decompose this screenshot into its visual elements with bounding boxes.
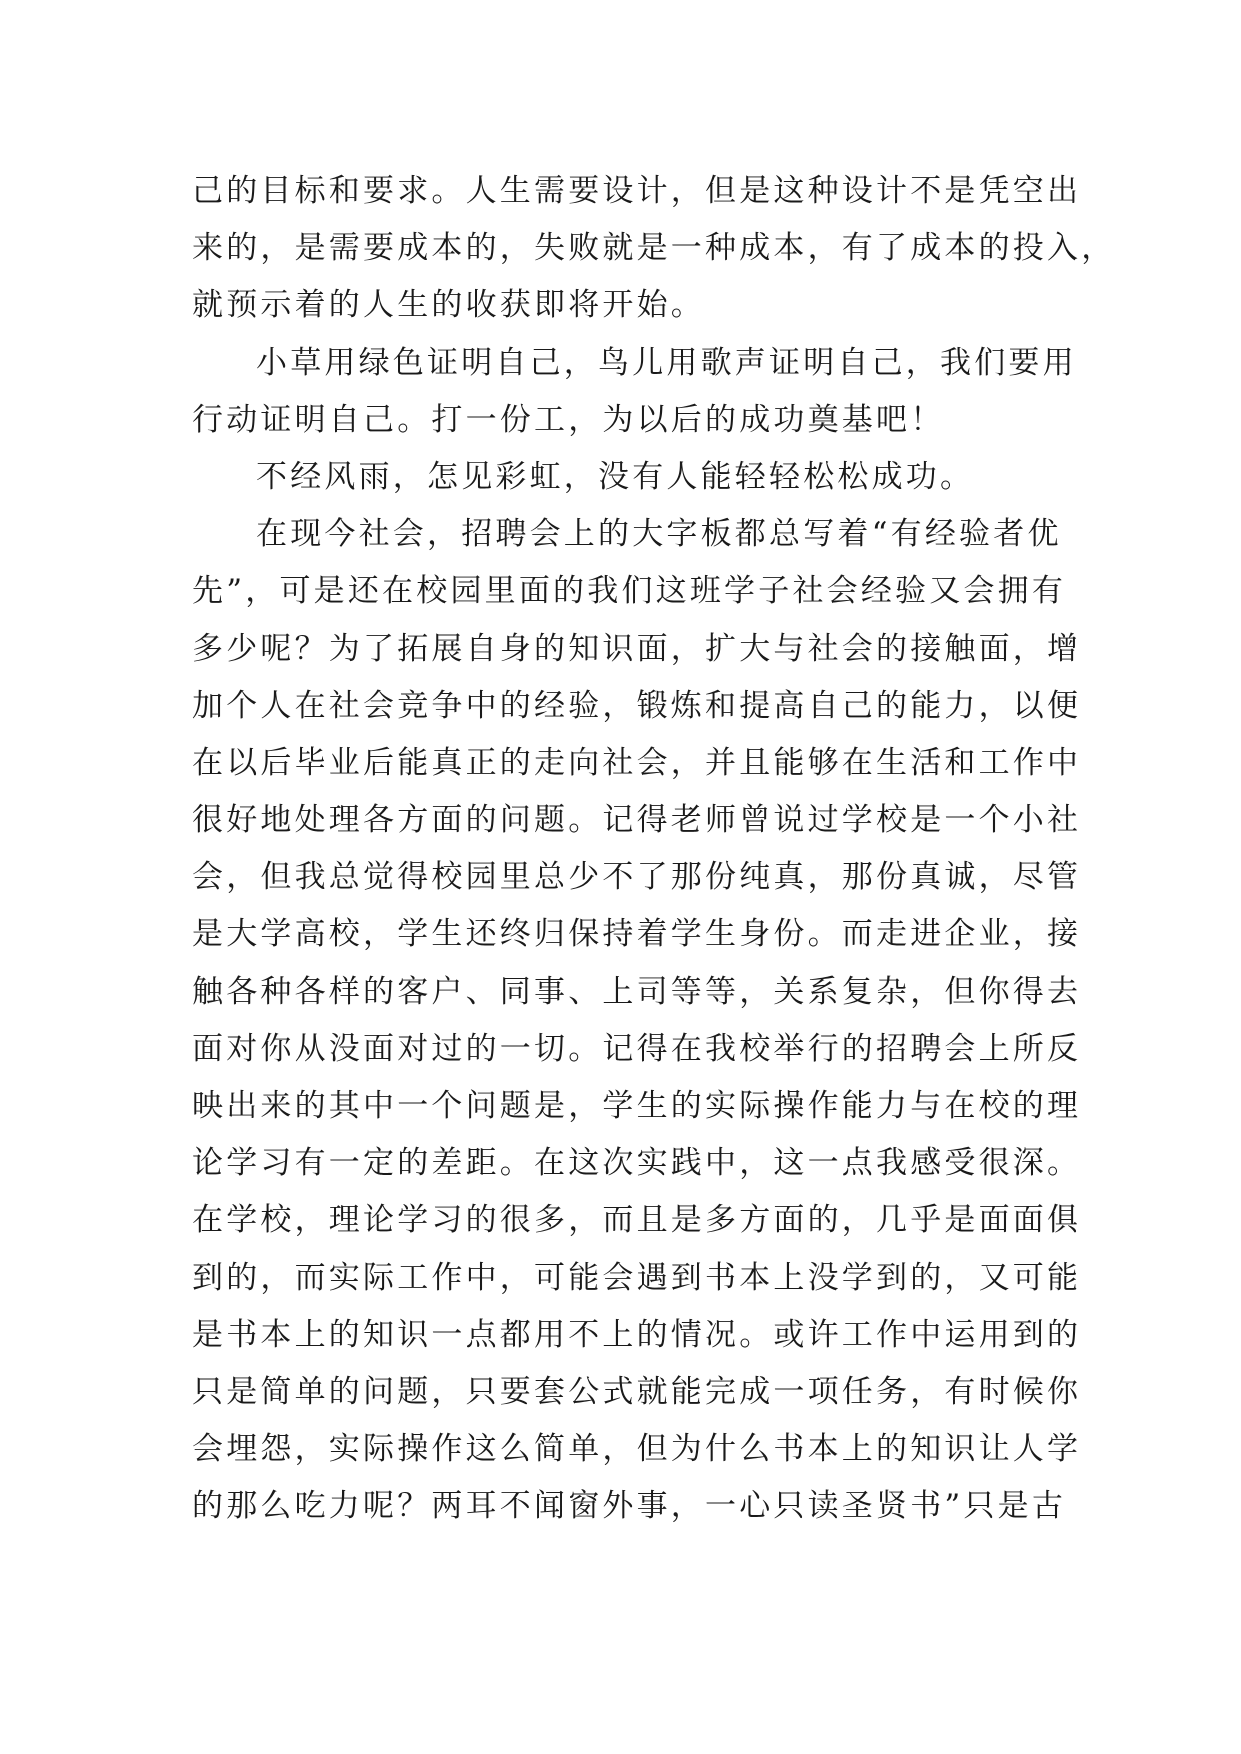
text-line: 在以后毕业后能真正的走向社会，并且能够在生活和工作中 [192,744,1082,781]
document-body-text [192,163,1116,1536]
text-line: 就预示着的人生的收获即将开始。 [192,287,705,324]
text-line: 行动证明自己。打一份工，为以后的成功奠基吧！ [192,401,945,438]
text-line: 己的目标和要求。人生需要设计，但是这种设计不是凭空出 [192,173,1082,209]
text-line: 先”，可是还在校园里面的我们这班学子社会经验又会拥有 [192,573,1067,610]
text-line: 在学校，理论学习的很多，而且是多方面的，几乎是面面俱 [192,1202,1082,1239]
paragraph-first-line: 不经风雨，怎见彩虹，没有人能轻轻松松成功。 [256,458,975,495]
text-line: 加个人在社会竞争中的经验，锻炼和提高自己的能力，以便 [192,687,1082,724]
text-line: 多少呢？为了拓展自身的知识面，扩大与社会的接触面，增 [192,630,1082,667]
text-line: 只是简单的问题，只要套公式就能完成一项任务，有时候你 [192,1373,1082,1410]
paragraph-first-line: 在现今社会，招聘会上的大字板都总写着“有经验者优 [256,516,1062,553]
text-line: 论学习有一定的差距。在这次实践中，这一点我感受很深。 [192,1145,1082,1182]
text-line: 到的，而实际工作中，可能会遇到书本上没学到的，又可能 [192,1259,1082,1296]
text-line: 会，但我总觉得校园里总少不了那份纯真，那份真诚，尽管 [192,859,1082,896]
text-line: 面对你从没面对过的一切。记得在我校举行的招聘会上所反 [192,1030,1082,1067]
paragraph-first-line: 小草用绿色证明自己，鸟儿用歌声证明自己，我们要用 [256,344,1077,381]
text-line: 是大学高校，学生还终归保持着学生身份。而走进企业，接 [192,916,1082,953]
text-line: 映出来的其中一个问题是，学生的实际操作能力与在校的理 [192,1088,1082,1124]
text-line: 是书本上的知识一点都用不上的情况。或许工作中运用到的 [192,1316,1082,1353]
text-line: 会埋怨，实际操作这么简单，但为什么书本上的知识让人学 [192,1431,1082,1468]
text-line: 来的，是需要成本的，失败就是一种成本，有了成本的投入， [192,230,1116,267]
text-line: 触各种各样的客户、同事、上司等等，关系复杂，但你得去 [192,973,1082,1010]
text-line: 的那么吃力呢？两耳不闻窗外事，一心只读圣贤书”只是古 [192,1488,1067,1525]
text-line: 很好地处理各方面的问题。记得老师曾说过学校是一个小社 [192,802,1082,839]
